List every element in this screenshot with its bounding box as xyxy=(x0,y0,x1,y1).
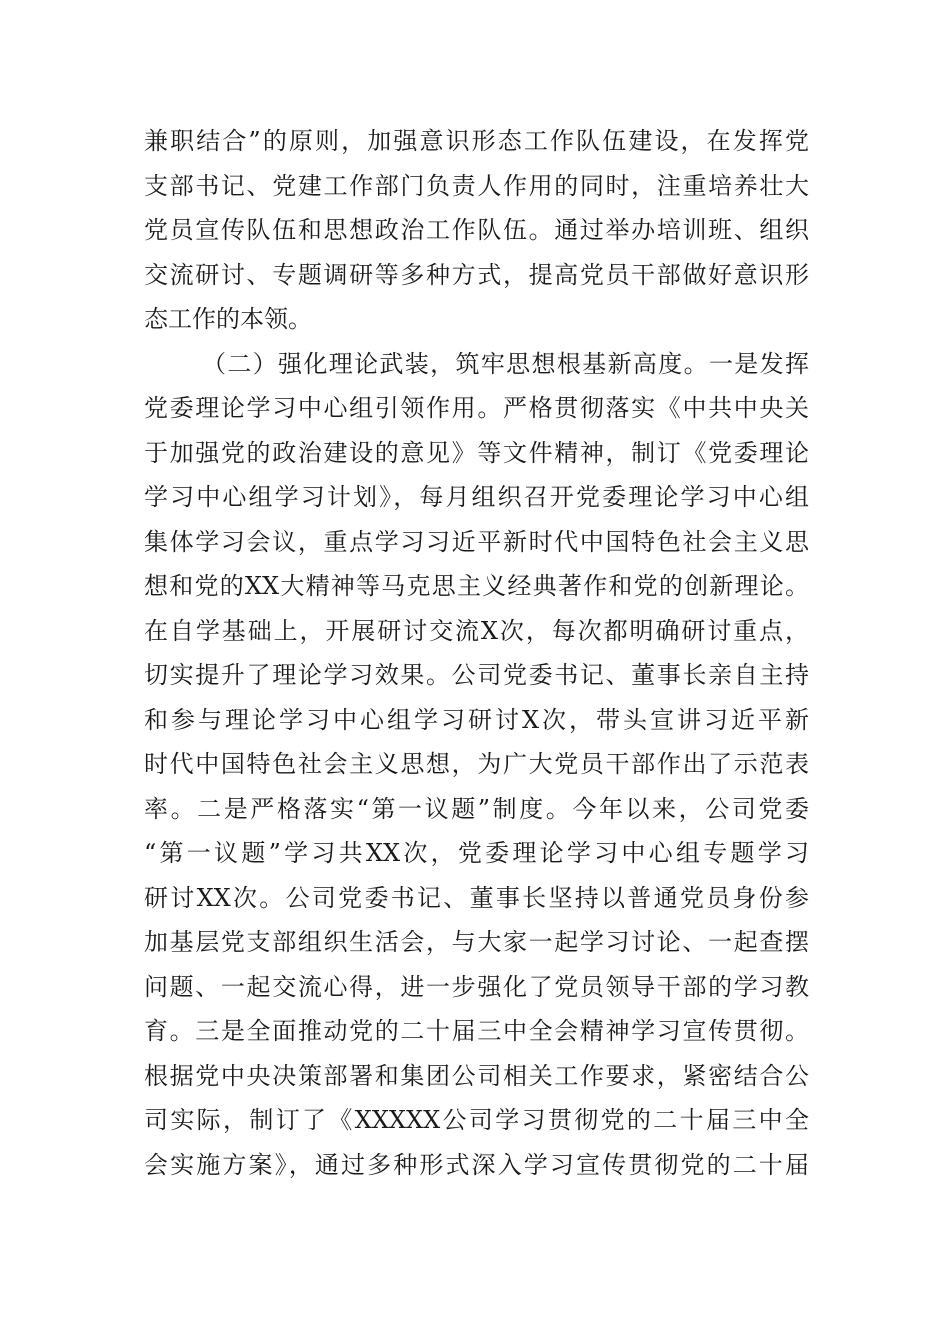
text-line: 时代中国特色社会主义思想，为广大党员干部作出了示范表 xyxy=(144,750,809,778)
text-line: 于加强党的政治建设的意见》等文件精神，制订《党委理论 xyxy=(144,438,809,467)
text-line: 育。三是全面推动党的二十届三中全会精神学习宣传贯彻。 xyxy=(144,1017,809,1045)
text-line: 加基层党支部组织生活会，与大家一起学习讨论、一起查摆 xyxy=(144,928,809,956)
text-line: 研讨XX次。公司党委书记、董事长坚持以普通党员身份参 xyxy=(144,883,809,912)
section-heading-line: （二）强化理论武装，筑牢思想根基新高度。一是发挥 xyxy=(202,349,809,378)
text-line: 兼职结合”的原则，加强意识形态工作队伍建设，在发挥党 xyxy=(144,127,809,155)
text-line: 根据党中央决策部署和集团公司相关工作要求，紧密结合公 xyxy=(144,1061,809,1090)
text-line: 想和党的XX大精神等马克思主义经典著作和党的创新理论。 xyxy=(144,572,809,600)
body-text xyxy=(144,119,809,1187)
text-line: 切实提升了理论学习效果。公司党委书记、董事长亲自主持 xyxy=(144,661,809,689)
text-line: 党员宣传队伍和思想政治工作队伍。通过举办培训班、组织 xyxy=(144,216,809,244)
text-line: 会实施方案》，通过多种形式深入学习宣传贯彻党的二十届 xyxy=(144,1150,809,1179)
text-line: 学习中心组学习计划》，每月组织召开党委理论学习中心组 xyxy=(144,483,809,511)
text-line: 党委理论学习中心组引领作用。严格贯彻落实《中共中央关 xyxy=(144,394,809,422)
text-line: 支部书记、党建工作部门负责人作用的同时，注重培养壮大 xyxy=(144,171,809,200)
text-line: 率。二是严格落实“第一议题”制度。今年以来，公司党委 xyxy=(144,794,809,823)
text-line: 交流研讨、专题调研等多种方式，提高党员干部做好意识形 xyxy=(144,260,809,289)
text-line: 问题、一起交流心得，进一步强化了党员领导干部的学习教 xyxy=(144,972,809,1001)
text-line: 态工作的本领。 xyxy=(144,305,312,333)
text-line: 集体学习会议，重点学习习近平新时代中国特色社会主义思 xyxy=(144,527,809,556)
text-line: “第一议题”学习共XX次，党委理论学习中心组专题学习 xyxy=(144,839,809,867)
text-line: 在自学基础上，开展研讨交流X次，每次都明确研讨重点， xyxy=(144,616,809,645)
text-line: 和参与理论学习中心组学习研讨X次，带头宣讲习近平新 xyxy=(144,705,809,734)
text-line: 司实际，制订了《XXXXX公司学习贯彻党的二十届三中全 xyxy=(144,1106,809,1134)
